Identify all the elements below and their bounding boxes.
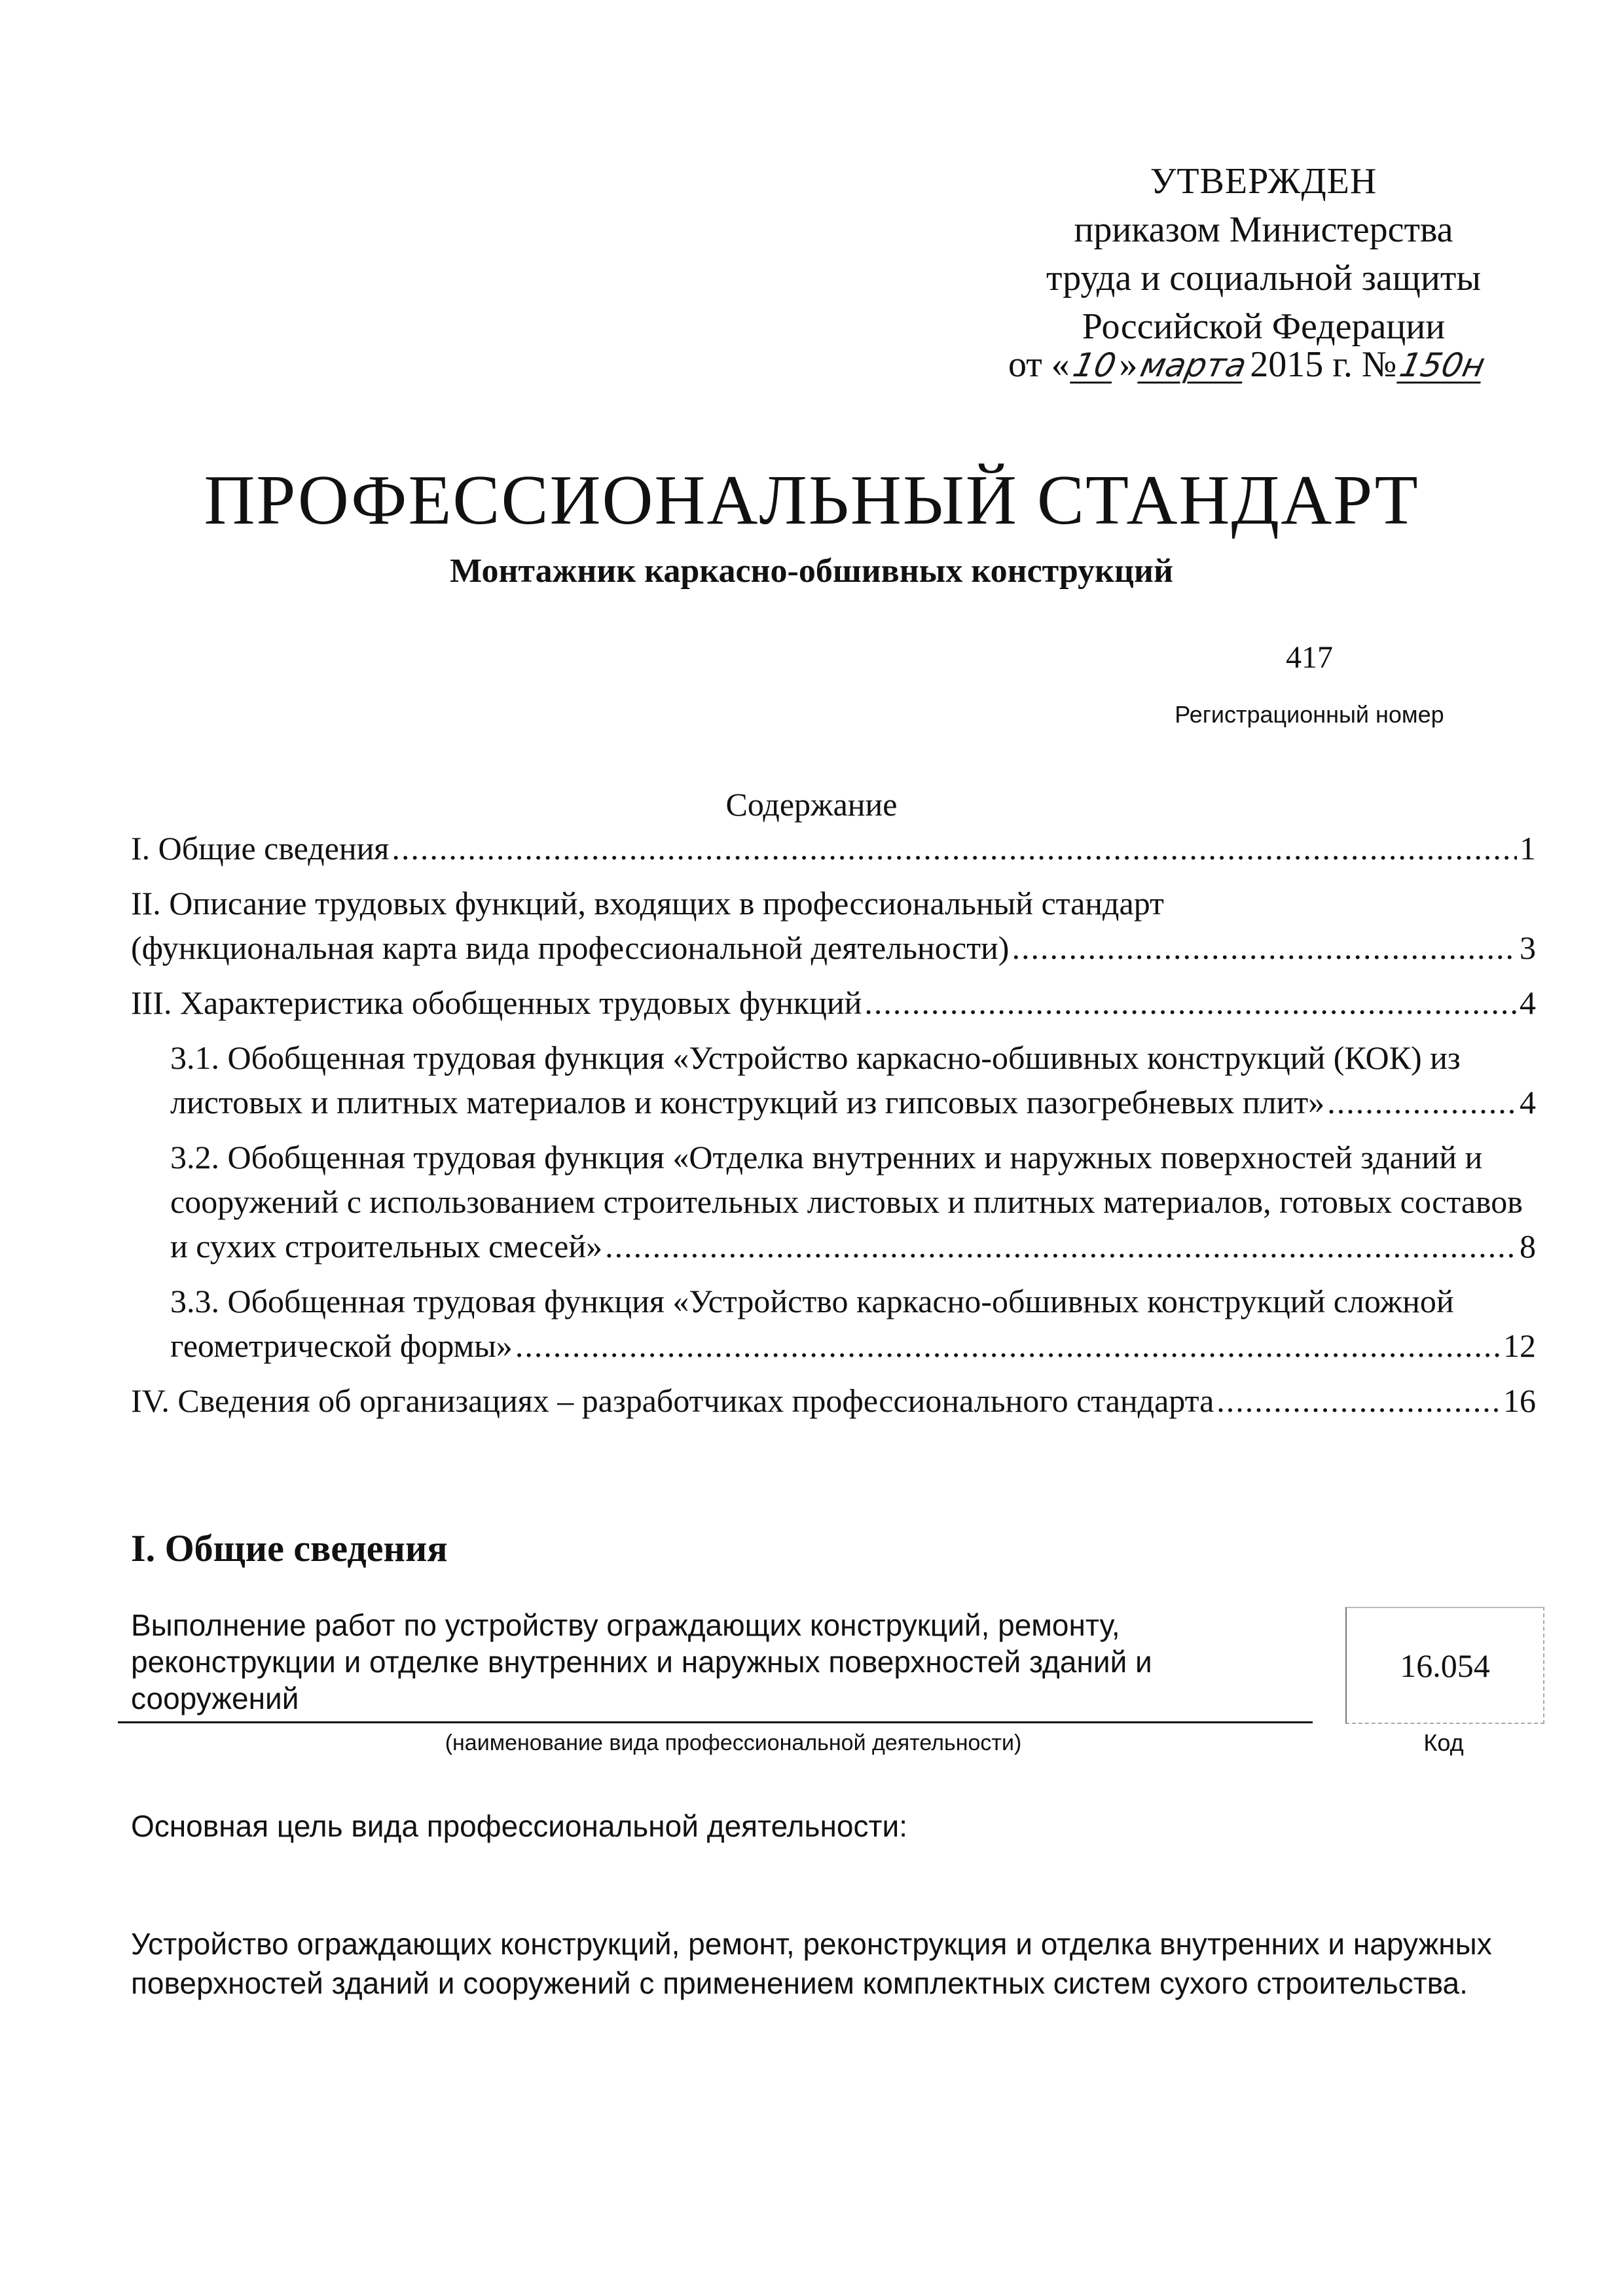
toc-leader-dots [515, 1323, 1501, 1368]
code-caption: Код [1423, 1729, 1464, 1756]
toc-page-number: 1 [1520, 830, 1536, 867]
order-month-handwritten: марта [1137, 346, 1250, 384]
activity-name [131, 1607, 1309, 1717]
goal-line: поверхностей зданий и сооружений с применением комплектных систем сухого строительства. [131, 1966, 1468, 2000]
order-line [1008, 340, 1488, 389]
toc-entry-text: 3.3. Обобщенная трудовая функция «Устройство каркасно-обшивных конструкций сложной [170, 1283, 1454, 1319]
toc-leader-dots [1216, 1378, 1501, 1423]
document-subtitle: Монтажник каркасно-обшивных конструкций [450, 552, 1173, 590]
toc-entry-3-3[interactable] [170, 1279, 1536, 1368]
order-mid: » [1119, 344, 1138, 385]
activity-line: Выполнение работ по устройству ограждающих конструкций, ремонту, [131, 1608, 1120, 1642]
goal-line: Устройство ограждающих конструкций, ремонт, реконструкция и отделка внутренних и наружных [131, 1927, 1492, 1961]
toc-leader-dots [392, 826, 1517, 870]
document-title: ПРОФЕССИОНАЛЬНЫЙ СТАНДАРТ [204, 461, 1419, 539]
registration-label: Регистрационный номер [1175, 701, 1444, 728]
toc-entry-developers[interactable] [131, 1378, 1536, 1423]
toc-leader-dots [605, 1224, 1517, 1268]
toc-page-number: 16 [1503, 1382, 1536, 1419]
toc-entry-text: II. Описание трудовых функций, входящих в профессиональный стандарт [131, 885, 1164, 922]
activity-underline [118, 1721, 1313, 1723]
section-heading: I. Общие сведения [131, 1527, 448, 1570]
toc-leader-dots [1012, 925, 1517, 970]
toc-entry-text: 3.1. Обобщенная трудовая функция «Устройство каркасно-обшивных конструкций (КОК) из [170, 1039, 1461, 1076]
goal-text [131, 1924, 1539, 2003]
toc-entry-generalized-functions[interactable] [131, 980, 1536, 1025]
toc-heading: Содержание [725, 786, 898, 823]
toc-entry-text: I. Общие сведения [131, 830, 390, 867]
order-day-handwritten: 10 [1069, 346, 1120, 384]
approval-line: Российской Федерации [1082, 306, 1446, 347]
activity-line: реконструкции и отделке внутренних и наружных поверхностей зданий и [131, 1645, 1152, 1679]
toc-entry-text: III. Характеристика обобщенных трудовых функций [131, 984, 862, 1021]
order-year: 2015 г. № [1250, 344, 1397, 385]
activity-code: 16.054 [1400, 1647, 1490, 1684]
toc-leader-dots [864, 980, 1517, 1025]
toc-entry-labor-functions[interactable] [131, 881, 1536, 970]
toc-entry-general-info[interactable] [131, 826, 1536, 870]
goal-label: Основная цель вида профессиональной деятельности: [131, 1809, 908, 1843]
toc-entry-3-2[interactable] [170, 1135, 1536, 1268]
toc-entry-text: 3.2. Обобщенная трудовая функция «Отделка внутренних и наружных поверхностей зданий и [170, 1139, 1483, 1175]
toc-entry-text: сооружений с использованием строительных листовых и плитных материалов, готовых составов [170, 1183, 1523, 1220]
order-number-handwritten: 150н [1396, 346, 1489, 384]
approval-line: приказом Министерства [1074, 209, 1453, 250]
toc-leader-dots [1327, 1080, 1517, 1124]
activity-line: сооружений [131, 1681, 299, 1715]
registration-number: 417 [1286, 640, 1333, 675]
toc-entry-text: (функциональная карта вида профессиональной деятельности) [131, 929, 1010, 966]
activity-caption: (наименование вида профессиональной деятельности) [445, 1731, 1022, 1755]
order-prefix: от « [1008, 344, 1070, 385]
table-of-contents [131, 826, 1536, 1433]
toc-entry-text: геометрической формы» [170, 1327, 513, 1364]
approval-block [943, 157, 1584, 351]
toc-page-number: 3 [1520, 929, 1536, 966]
activity-code-box [1345, 1607, 1544, 1724]
toc-page-number: 4 [1520, 1084, 1536, 1121]
toc-page-number: 8 [1520, 1228, 1536, 1265]
toc-entry-3-1[interactable] [170, 1035, 1536, 1124]
toc-page-number: 4 [1520, 984, 1536, 1021]
approval-line: труда и социальной защиты [1046, 258, 1481, 298]
toc-entry-text: IV. Сведения об организациях – разработчиках профессионального стандарта [131, 1382, 1214, 1419]
toc-entry-text: и сухих строительных смесей» [170, 1228, 603, 1265]
toc-page-number: 12 [1503, 1327, 1536, 1364]
approval-title: УТВЕРЖДЕН [1150, 161, 1377, 202]
toc-entry-text: листовых и плитных материалов и конструкций из гипсовых пазогребневых плит» [170, 1084, 1325, 1121]
